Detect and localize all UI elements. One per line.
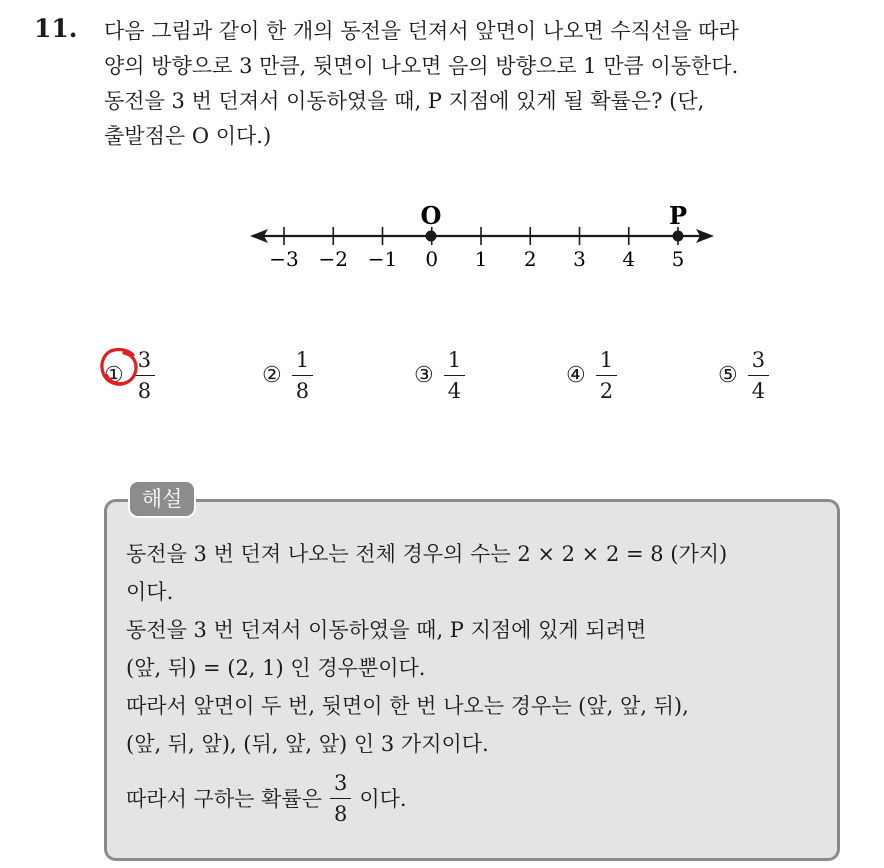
- solution-line: (앞, 뒤) = (2, 1) 인 경우뿐이다.: [126, 656, 426, 680]
- final-suffix: 이다.: [359, 786, 407, 811]
- tick-label: 2: [523, 247, 537, 271]
- fraction-denominator: 8: [137, 379, 152, 403]
- question-line: 양의 방향으로 3 만큼, 뒷면이 나오면 음의 방향으로 1 만큼 이동한다.: [104, 54, 739, 78]
- fraction-numerator: 3: [134, 348, 155, 376]
- solution-line: 동전을 3 번 던져 나오는 전체 경우의 수는 2 × 2 × 2 = 8 (가지): [126, 542, 728, 566]
- choice-1[interactable]: [104, 348, 155, 403]
- fraction-denominator: 4: [447, 379, 462, 403]
- choice-fraction: [292, 348, 313, 403]
- solution-tag: 해설: [128, 480, 196, 518]
- solution-final-line: [126, 771, 826, 826]
- choice-fraction: [596, 348, 617, 403]
- choice-5[interactable]: [718, 348, 769, 403]
- choice-fraction: [444, 348, 465, 403]
- choice-mark: ④: [566, 362, 586, 388]
- fraction-denominator: 2: [599, 379, 614, 403]
- fraction-denominator: 8: [295, 379, 310, 403]
- final-prefix: 따라서 구하는 확률은: [126, 786, 322, 811]
- question-line: 동전을 3 번 던져서 이동하였을 때, P 지점에 있게 될 확률은? (단,: [104, 89, 705, 113]
- choice-mark: ①: [104, 362, 124, 388]
- final-fraction: [330, 771, 351, 826]
- fraction-numerator: 3: [748, 348, 769, 376]
- solution-line: (앞, 뒤, 앞), (뒤, 앞, 앞) 인 3 가지이다.: [126, 732, 489, 756]
- point-o-label: O: [420, 201, 442, 230]
- tick-label: −3: [269, 247, 299, 271]
- solution-line: 동전을 3 번 던져서 이동하였을 때, P 지점에 있게 되려면: [126, 618, 647, 642]
- choice-mark: ⑤: [718, 362, 738, 388]
- number-line-figure: [240, 196, 720, 276]
- choice-fraction: [748, 348, 769, 403]
- tick-label: 1: [474, 247, 488, 271]
- point-p-label: P: [668, 201, 688, 230]
- question-text: [104, 14, 864, 154]
- solution-line: 따라서 앞면이 두 번, 뒷면이 한 번 나오는 경우는 (앞, 앞, 뒤),: [126, 694, 689, 718]
- tick-label: 3: [573, 247, 586, 271]
- tick-label: −1: [367, 247, 398, 271]
- fraction-numerator: 1: [444, 348, 465, 376]
- tick-label: 4: [622, 247, 636, 271]
- solution-line: 이다.: [126, 580, 174, 604]
- solution-text: [126, 535, 826, 826]
- choice-mark: ②: [262, 362, 282, 388]
- choice-2[interactable]: [262, 348, 313, 403]
- point-o-dot: [426, 231, 437, 242]
- answer-choices: [0, 348, 884, 418]
- answer-circle-icon: [97, 345, 141, 389]
- choice-mark: ③: [414, 362, 434, 388]
- tick-label: 5: [671, 247, 685, 271]
- question-number: 11.: [34, 14, 78, 43]
- question-line: 다음 그림과 같이 한 개의 동전을 던져서 앞면이 나오면 수직선을 따라: [104, 19, 739, 43]
- choice-3[interactable]: [414, 348, 465, 403]
- fraction-denominator: 4: [751, 379, 766, 403]
- point-p-dot: [673, 231, 684, 242]
- fraction-numerator: 3: [330, 771, 351, 799]
- choice-4[interactable]: [566, 348, 617, 403]
- fraction-numerator: 1: [292, 348, 313, 376]
- question-line: 출발점은 O 이다.): [104, 124, 272, 148]
- fraction-denominator: 8: [333, 802, 348, 826]
- tick-label: 0: [425, 247, 439, 271]
- tick-label: −2: [318, 247, 348, 271]
- fraction-numerator: 1: [596, 348, 617, 376]
